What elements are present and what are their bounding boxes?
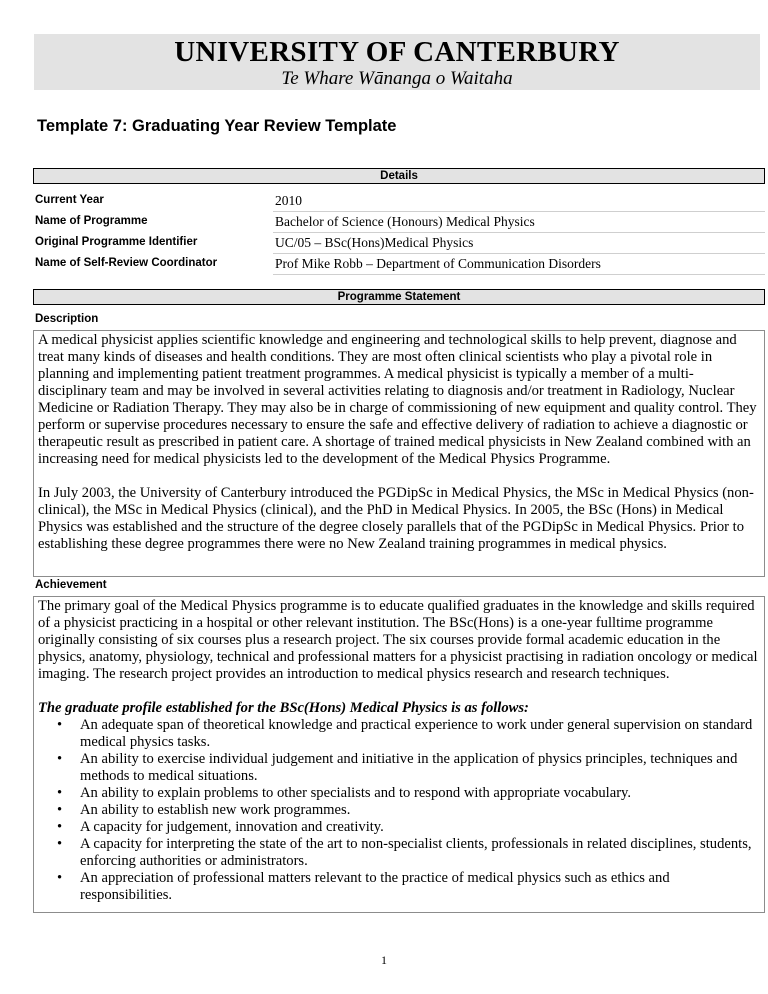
details-label: Original Programme Identifier [35, 236, 198, 248]
details-value: UC/05 – BSc(Hons)Medical Physics [273, 233, 765, 254]
list-item: • An ability to exercise individual judgement and initiative in the application of physics principles, techniques and methods to medical situations. [80, 751, 758, 785]
details-row [33, 191, 765, 212]
list-item: • An ability to establish new work programmes. [80, 802, 758, 819]
list-item: • An ability to explain problems to other specialists and to respond with appropriate vocabulary. [80, 785, 758, 802]
list-item: • An appreciation of professional matters relevant to the practice of medical physics such as ethics and responsibilities. [80, 870, 758, 904]
details-heading: Details [33, 168, 765, 184]
list-item: • A capacity for judgement, innovation and creativity. [80, 819, 758, 836]
details-label: Name of Self-Review Coordinator [35, 257, 218, 269]
details-value: Bachelor of Science (Honours) Medical Physics [273, 212, 765, 233]
description-paragraph: A medical physicist applies scientific knowledge and engineering and technological skills to help prevent, diagnose and treat many kinds of diseases and health conditions. They are most often clinical scientists who play a pivotal role in planning and implementing patient treatment programmes. A medical physicist is typically a member of a multi-disciplinary team and may be involved in several activities relating to diagnosis and/or treatment in Radiology, Nuclear Medicine or Radiation Therapy. They may also be in charge of commissioning of new equipment and quality control. They perform or supervise procedures necessary to ensure the safe and effective delivery of radiation to achieve a diagnostic or therapeutic result as prescribed in patient care. A shortage of trained medical physicists in New Zealand combined with an increasing need for medical physicists led to the development of the Medical Physics Programme. [38, 332, 757, 467]
programme-statement-heading: Programme Statement [33, 289, 765, 305]
details-label: Name of Programme [35, 215, 148, 227]
page-number: 1 [381, 953, 387, 967]
graduate-profile-heading: The graduate profile established for the BSc(Hons) Medical Physics is as follows: [38, 700, 529, 716]
list-item: • A capacity for interpreting the state of the art to non-specialist clients, professionals in related disciplines, students, enforcing authorities or administrators. [80, 836, 758, 870]
details-row [33, 212, 765, 233]
document-title: Template 7: Graduating Year Review Template [37, 117, 397, 135]
achievement-paragraph: The primary goal of the Medical Physics programme is to educate qualified graduates in the knowledge and skills required of a physicist practicing in a hospital or other relevant institution. The BSc(Hons) is a one-year fulltime programme originally consisting of six courses plus a research project. The six courses provide formal academic education in the physics, anatomy, physiology, technical and professional matters for a physicist practising in radiation oncology or medical imaging. The research project provides an introduction to medical physics research and research techniques. [38, 598, 758, 682]
details-row [33, 254, 765, 275]
university-banner [34, 34, 760, 90]
description-label: Description [35, 313, 99, 325]
list-item: • An adequate span of theoretical knowledge and practical experience to work under general supervision on standard medical physics tasks. [80, 717, 758, 751]
description-paragraph: In July 2003, the University of Canterbury introduced the PGDipSc in Medical Physics, the MSc in Medical Physics (non-clinical), the MSc in Medical Physics (clinical), and the PhD in Medical Physics. In 2005, the BSc (Hons) in Medical Physics was established and the structure of the degree closely parallels that of the PGDipSc in Medical Physics. Prior to establishing these degree programmes there were no New Zealand training programmes in medical physics. [38, 485, 754, 552]
achievement-label: Achievement [35, 579, 107, 591]
details-row [33, 233, 765, 254]
details-table [33, 191, 765, 275]
university-name: UNIVERSITY OF CANTERBURY [174, 36, 620, 68]
description-box [33, 330, 765, 577]
graduate-profile-list [38, 717, 758, 904]
details-label: Current Year [35, 194, 104, 206]
achievement-box [33, 596, 765, 913]
details-value: 2010 [273, 191, 765, 212]
university-maori-name: Te Whare Wānanga o Waitaha [281, 68, 513, 89]
details-value: Prof Mike Robb – Department of Communication Disorders [273, 254, 765, 275]
